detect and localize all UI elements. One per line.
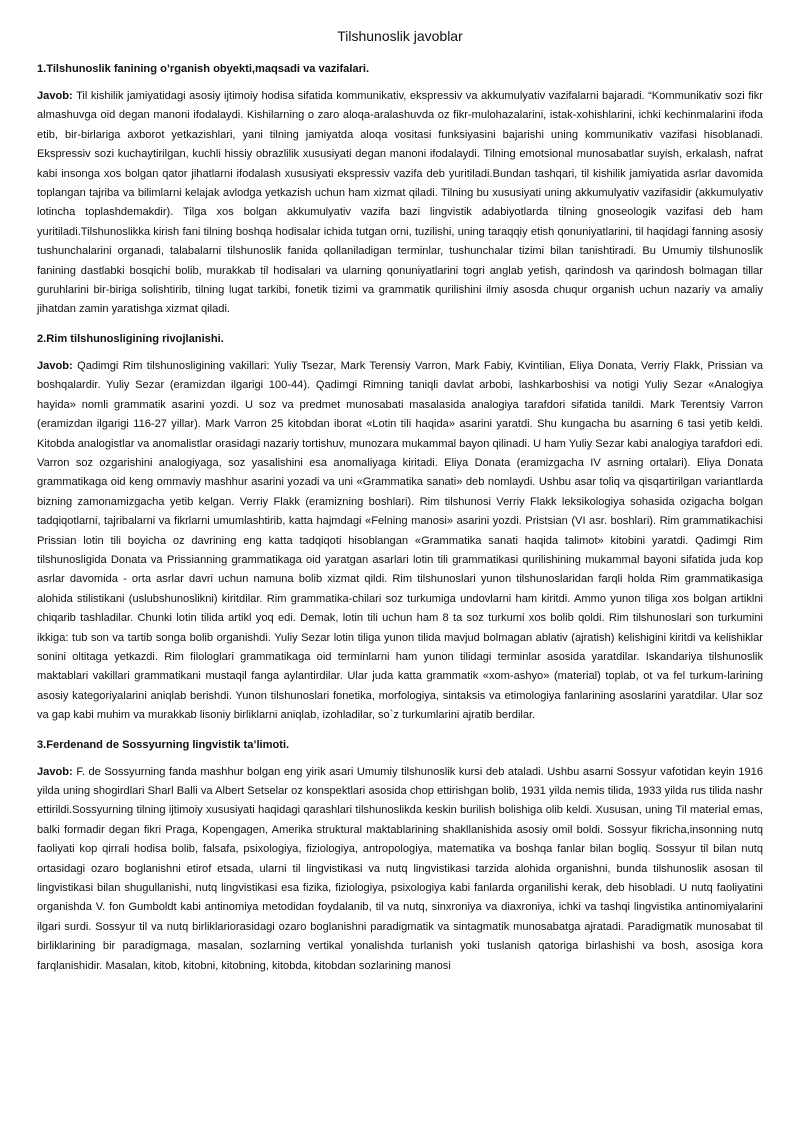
answer-text: Til kishilik jamiyatidagi asosiy ijtimoiy hodisa sifatida kommunikativ, ekspressiv va akkumulyativ vazifalarni bajaradi. “Kommunikativ sozi fikr almashuvga oid degan manoni ifodalaydi. Kishilarning o zaro aloqa-aralashuvda oz fikr-mulohazalarini, istak-xohishlarini, ichki kechinmalarini ifoda etib, bir-birlariga axborot yetkazishlari, yani tilning jamiyatda aloqa vositasi funksiyasini bajarishi uning kommunikativ vazifasi hisoblanadi. Ekspressiv sozi kuchaytirilgan, kuchli hissiy obrazlilik xususiyati degan manoni ifodalaydi. Tilning emotsional munosabatlar suyish, erkalash, nafrat kabi insonga xos bolgan qator jihatlarni ifodalash xususiyati ekspressiv vazifa deb yuritiladi.Bundan tashqari, til kishilik jamiyatida asrlar davomida toplangan tajriba va bilimlarni kelajak avlodga yetkazish uchun ham xizmat qiladi. Tilning bu xususiyati uning akkumulyativ vazifasidir (akkumulyativ lotincha toplashdemakdir). Tilga xos bolgan akkumulyativ vazifa bazi lingvistik adabiyotlarda tilning gnoseologik vazifasi deb ham yuritiladi.Tilshunoslikka kirish fani tilning boshqa hodisalar ichida tutgan orni, tuzilishi, uning taraqqiy etish qonuniyatlarini, til haqidagi fanning asosiy tushunchalarini organadi, talabalarni tilshunoslik fanida qollaniladigan terminlar, tushunchalar tizimi bilan tanishtiradi. Bu Umumiy tilshunoslik fanining dastlabki bosqichi bolib, murakkab til hodisalari va ularning qonuniyatlarini togri anglab yetish, qarindosh va qarindosh bolmagan tillar guruhlarini bir-biriga solishtirib, tilning lugat tarkibi, fonetik tizimi va grammatik qurilishini ilmiy asosda chuqur organish uchun nazariy va amaliy jihatdan zamin yaratishga xizmat qiladi. <box>37 90 763 316</box>
question-heading: 2.Rim tilshunosligining rivojlanishi. <box>37 332 224 345</box>
answer-paragraph <box>37 357 763 726</box>
answer-paragraph <box>37 763 763 976</box>
question-heading: 1.Tilshunoslik fanining o’rganish obyekti,maqsadi va vazifalari. <box>37 63 370 75</box>
answer-paragraph <box>37 87 763 320</box>
answer-label: Javob: <box>37 90 73 102</box>
section-1 <box>37 62 763 320</box>
document-title: Tilshunoslik javoblar <box>337 28 463 44</box>
answer-label: Javob: <box>37 359 73 372</box>
section-3 <box>37 738 763 976</box>
section-2 <box>37 332 763 726</box>
answer-text: Qadimgi Rim tilshunosligining vakillari: Yuliy Tsezar, Mark Terensiy Varron, Mark Fabiy, Kvintilian, Eliya Donata, Verriy Flakk, Prissian va boshqalardir. Yuliy Sezar (eramizdan ilgarigi 100-44). Qadimgi Rimning taniqli davlat arbobi, lashkarboshisi va notigi Yuliy Sezar «Analogiya hayida» nomli grammatik asarini yozdi. U soz va predmet munosabati masalasida analogiya tarafdori sifatida tanildi. Mark Terentsiy Varron (eramizdan ilgarigi 116-27 yillar). Mark Varron 25 kitobdan iborat «Lotin tili haqida» asarini yaratdi. Shu kungacha bu asarning 6 tasi yetib keldi. Kitobda analogistlar va anomalistlar orasidagi nazariy tortishuv, munozara mukammal bayon qilinadi. U ham Yuliy Sezar kabi analogiya tarafdori edi. Varron soz ozgarishini analogiyaga, soz yasalishini esa anomaliyaga kiritadi. Eliya Donata (eramizgacha IV asrning ortalari). Eliya Donata grammatikaga oid keng ommaviy mashhur asarini yozadi va uni «Grammatika sanati» deb nomlaydi. Ushbu asar toliq va qisqartirilgan variantlarda bizning zamonamizgacha yetib kelgan. Verriy Flakk (eramizning boshlari). Rim tilshunosi Verriy Flakk leksikologiya sohasida ozigacha bolgan tadqiqotlarni, tajribalarni va fikrlarni umumlashtirib, katta hajmdagi «Felning manosi» asarini yozdi. Pristsian (VI asr. boshlari). Rim grammatikachisi Prissian lotin tili boyicha oz davrining eng katta tadqiqoti hisoblangan «Grammatika sanati haqida talimot» kitobini yaratdi. Qadimgi Rim tilshunosligida Donata va Prissianning grammatikaga oid yaratgan asarlari lotin tili grammatikasi qurilishining mukammal bayoni sifatida juda kop asrlar davomida - orta asrlar davri uchun namuna bolib xizmat qildi. Rim tilshunoslari yunon tilshunoslaridan farqli holda Rim grammatikasiga alohida stilistikani (uslubshunoslikni) kiritdilar. Rim grammatika-chilari soz turkumiga undovlarni ham kiritdi. Ammo yunon tiliga xos bolgan artiklni chiqarib tashladilar. Chunki lotin tilida artikl yoq edi. Demak, lotin tili uchun ham 8 ta soz turkumi xos bolib qoldi. Rim tilshunoslari son turkumini ikkiga: tub son va tartib songa bolib organishdi. Yuliy Sezar lotin tiliga yunon tilida mavjud bolmagan ablativ (ajratish) kelishigini kiritdi va kelishiklar sonini oltitaga yetkazdi. Rim filologlari grammatikaga oid terminlarni ham yunon tilidagi terminlar asosida yaratdilar. Iskandariya tilshunoslik maktablari vakillari grammatikani mustaqil fanga aylantirdilar. Ular juda katta grammatik «xom-ashyo» (material) toplab, ot va fel turkum-larining asosiy kategoriyalarini aniqlab berishdi. Yunon tilshunoslari fonetika, morfologiya, sintaksis va etimologiya fanlarining asoslarini yaratdilar. Ular soz va gap kabi muhim va murakkab lisoniy birliklarni aniqlab, izohladilar, so`z turkumlarini ajratib berdilar. <box>37 359 763 722</box>
answer-label: Javob: <box>37 765 73 778</box>
answer-text: F. de Sossyurning fanda mashhur bolgan eng yirik asari Umumiy tilshunoslik kursi deb ataladi. Ushbu asarni Sossyur vafotidan keyin 1916 yilda uning shogirdlari Sharl Balli va Albert Setselar oz konspektlari asosida chop ettirishgan bolib, 1931 yilda nemis tilida, 1933 yilda rus tilida nashr ettirildi.Sossyurning tilning ijtimoiy xususiyati haqidagi qarashlari tilshunoslikda keskin burilish bolishiga olib keldi. Xususan, uning Til material emas, balki formadir degan fikri Praga, Kopengagen, Amerika struktural maktablarining shakllanishida asosiy omil boldi. Sossyur fikricha,insonning nutq faoliyati kop qirrali hodisa bolib, falsafa, psixologiya, fiziologiya, antropologiya, matematika va boshqa fanlar bilan bogliq. Sossyur til bilan nutq ortasidagi ozaro boglanishni etirof etsada, ularni til lingvistikasi va nutq lingvistikasi tarzida alohida organishni, bunda tilshunoslik asosan til lingvistikasi bilan shugullanishi, nutq lingvistikasi esa fizika, fiziologiya, psixologiya kabi fanlarda organilishi kerak, deb hisobladi. U nutq faoliyatini organishda V. fon Gumboldt kabi antinomiya metodidan foydalanib, til va nutq, sinxroniya va diaxroniya, ichki va tashqi lingvistika antinomiyalarini ilgari surdi. Sossyur til va nutq birliklariorasidagi ozaro boglanishni paradigmatik va sintagmatik munosabatga ajratadi. Paradigmatik munosabat til birliklarining bir paradigmaga, masalan, sozlarning vertikal yonalishda turlanish yoki tuslanish qatoriga birlashishi va bosh, asosiga kora farqlanishidir. Masalan, kitob, kitobni, kitobning, kitobda, kitobdan sozlarining manosi <box>37 765 763 972</box>
question-heading: 3.Ferdenand de Sossyurning lingvistik ta’limoti. <box>37 738 290 751</box>
